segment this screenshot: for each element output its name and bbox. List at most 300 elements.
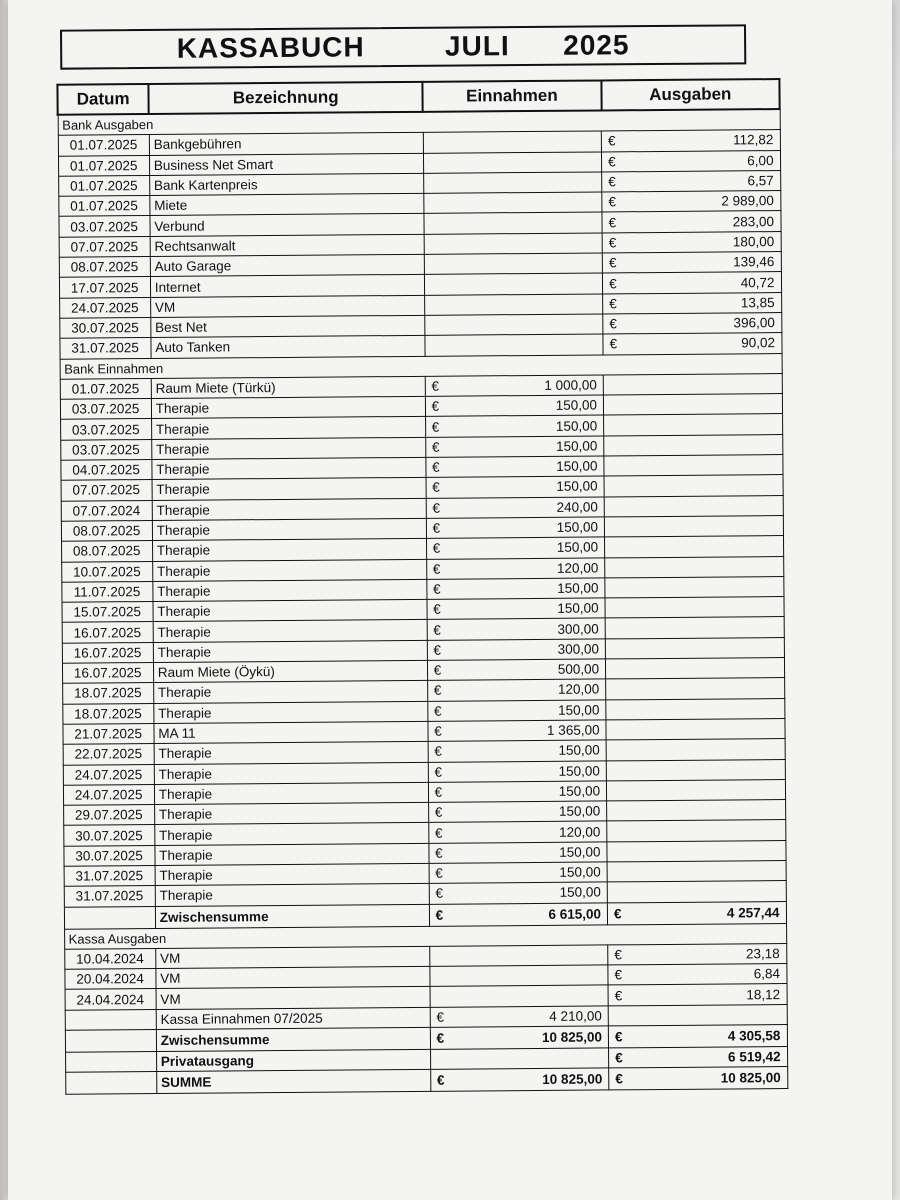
description-cell [156, 1027, 430, 1051]
date-cell [59, 277, 150, 298]
expense-cell [607, 820, 786, 842]
expense-cell [607, 881, 786, 903]
expense-cell [604, 495, 783, 517]
description-cell [154, 701, 428, 723]
description-text: Therapie [159, 847, 213, 863]
date-cell [60, 439, 151, 460]
income-cell [426, 476, 605, 498]
expense-cell [605, 637, 784, 659]
currency-symbol: € [608, 174, 616, 190]
description-cell [151, 376, 425, 398]
description-text: Raum Miete (Öykü) [157, 664, 275, 681]
currency-symbol: € [614, 1029, 623, 1045]
money-value [613, 1070, 783, 1086]
description-cell [150, 275, 424, 297]
money-value [613, 1028, 783, 1044]
currency-symbol: € [434, 784, 443, 800]
income-cell [428, 821, 607, 843]
amount: 150,00 [559, 844, 601, 860]
amount: 120,00 [556, 560, 599, 576]
date-cell [62, 683, 153, 704]
amount: 10 825,00 [541, 1029, 603, 1046]
money-value [432, 723, 602, 739]
description-text: Therapie [156, 522, 211, 539]
description-cell [150, 254, 424, 276]
money-value [607, 315, 777, 331]
date-cell [59, 338, 150, 359]
description-text: Zwischensumme [159, 908, 269, 925]
money-value [431, 580, 601, 596]
income-cell [426, 517, 605, 539]
description-text: Business Net Smart [153, 156, 274, 173]
expense-cell [608, 1004, 787, 1026]
expense-cell [601, 130, 780, 152]
money-value [429, 377, 599, 393]
description-text: VM [160, 991, 181, 1007]
section-label: Bank Einnahmen [64, 360, 164, 377]
expense-cell [605, 576, 784, 598]
date-cell [63, 764, 154, 785]
money-value [433, 865, 603, 881]
currency-symbol: € [608, 194, 617, 210]
description-cell [155, 843, 429, 865]
income-cell [428, 760, 607, 782]
description-text: Therapie [158, 705, 212, 721]
expense-cell [602, 191, 781, 213]
cashbook-table [56, 78, 788, 1095]
description-cell [156, 1049, 430, 1071]
amount: 90,02 [741, 335, 776, 351]
amount: 150,00 [556, 519, 599, 535]
income-cell [430, 1026, 609, 1049]
description-text: Therapie [156, 542, 211, 559]
date-text: 31.07.2025 [75, 888, 144, 905]
currency-symbol: € [435, 907, 444, 923]
description-cell [153, 640, 427, 662]
description-text: Bank Kartenpreis [153, 177, 258, 193]
amount: 40,72 [740, 274, 775, 290]
currency-symbol: € [608, 214, 617, 231]
date-text: 03.07.2025 [72, 441, 140, 458]
expense-cell [602, 252, 781, 274]
money-value [606, 193, 776, 209]
income-cell [427, 618, 606, 640]
expense-cell [602, 170, 781, 192]
expense-cell [605, 536, 784, 558]
expense-cell [605, 556, 784, 578]
date-cell [59, 297, 150, 318]
amount: 150,00 [556, 539, 599, 556]
money-value [613, 987, 783, 1003]
description-cell [155, 946, 429, 968]
currency-symbol: € [609, 336, 618, 352]
money-value [612, 905, 782, 921]
amount: 150,00 [558, 763, 600, 779]
date-text: 01.07.2025 [69, 137, 138, 154]
income-cell [426, 456, 605, 478]
money-value [433, 844, 603, 860]
date-cell [59, 236, 150, 257]
amount: 18,12 [746, 986, 781, 1002]
expense-cell [608, 984, 787, 1006]
date-text: 07.07.2025 [70, 239, 139, 255]
currency-symbol: € [614, 967, 623, 983]
description-text: Therapie [155, 421, 210, 437]
description-cell [154, 762, 428, 784]
date-text: 30.07.2025 [75, 827, 143, 844]
description-text: Verbund [154, 218, 205, 234]
currency-symbol: € [433, 703, 442, 719]
date-cell [64, 969, 155, 990]
income-cell [430, 965, 609, 987]
currency-symbol: € [436, 1030, 445, 1046]
date-text: 10.07.2025 [73, 563, 141, 580]
description-cell [152, 457, 426, 479]
description-cell [153, 620, 427, 642]
amount: 23,18 [745, 946, 780, 962]
description-cell [150, 295, 424, 317]
header-date: Datum [57, 84, 149, 115]
date-text: 03.07.2025 [70, 218, 139, 235]
currency-symbol: € [435, 845, 443, 861]
expense-cell [604, 475, 783, 497]
date-text: 08.07.2025 [72, 523, 141, 539]
money-value [606, 153, 776, 169]
date-cell [61, 581, 152, 602]
description-text: Therapie [158, 786, 213, 802]
income-cell [430, 1068, 609, 1091]
amount: 6 615,00 [548, 906, 602, 922]
date-text: 17.07.2025 [70, 279, 139, 296]
currency-symbol: € [436, 1009, 444, 1025]
amount: 10 825,00 [720, 1070, 781, 1086]
money-value [613, 1049, 783, 1065]
money-value [431, 520, 601, 536]
money-value [607, 335, 777, 351]
description-text: Zwischensumme [160, 1032, 270, 1049]
description-text: Therapie [156, 563, 211, 579]
description-cell [153, 660, 427, 682]
expense-cell [603, 394, 782, 416]
money-value [430, 459, 600, 475]
currency-symbol: € [615, 1071, 623, 1087]
description-cell [155, 823, 429, 845]
currency-symbol: € [434, 744, 442, 760]
money-value [607, 234, 777, 250]
date-cell [64, 906, 155, 929]
date-cell [61, 520, 152, 541]
currency-symbol: € [613, 905, 622, 921]
income-cell [428, 801, 607, 823]
income-cell [427, 700, 606, 722]
amount: 2 989,00 [721, 193, 774, 209]
description-text: VM [154, 299, 176, 315]
document-sheet [8, 0, 892, 1200]
currency-symbol: € [608, 154, 616, 170]
amount: 300,00 [557, 641, 599, 657]
amount: 120,00 [559, 824, 601, 840]
income-cell [424, 233, 603, 255]
income-cell [426, 537, 605, 559]
date-cell [65, 989, 156, 1010]
currency-symbol: € [607, 133, 616, 149]
date-text: 24.07.2025 [74, 766, 143, 783]
money-value [430, 438, 600, 454]
date-text: 22.07.2025 [74, 746, 143, 762]
expense-cell [603, 292, 782, 314]
date-text: 16.07.2025 [73, 665, 142, 681]
description-cell [152, 478, 426, 500]
currency-symbol: € [434, 825, 443, 841]
currency-symbol: € [432, 500, 440, 516]
money-value [607, 295, 777, 311]
currency-symbol: € [432, 581, 441, 597]
date-cell [61, 480, 152, 501]
date-cell [65, 1009, 156, 1030]
amount: 150,00 [555, 418, 598, 434]
description-text: Miete [154, 198, 188, 214]
amount: 1 000,00 [544, 377, 597, 393]
amount: 283,00 [732, 213, 775, 230]
money-value [431, 540, 601, 556]
currency-symbol: € [433, 601, 441, 618]
income-cell [428, 720, 607, 742]
description-text: MA 11 [158, 725, 196, 741]
money-value [432, 682, 602, 698]
section-label: Kassa Ausgaben [68, 930, 167, 947]
money-value [430, 479, 600, 495]
date-cell [63, 825, 154, 846]
date-cell [64, 948, 155, 969]
description-text: Best Net [155, 319, 207, 336]
money-value [607, 275, 777, 291]
currency-symbol: € [433, 622, 441, 638]
date-text: 24.07.2025 [70, 299, 139, 316]
description-text: Therapie [159, 867, 213, 884]
currency-symbol: € [433, 642, 442, 658]
date-cell [59, 317, 150, 338]
amount: 112,82 [733, 132, 774, 148]
currency-symbol: € [609, 275, 617, 291]
amount: 150,00 [556, 458, 598, 475]
currency-symbol: € [436, 1073, 445, 1089]
amount: 150,00 [557, 600, 599, 617]
money-value [432, 702, 602, 718]
money-value [434, 906, 604, 922]
description-cell [149, 133, 423, 155]
expense-cell [606, 658, 785, 680]
expense-cell [606, 718, 785, 740]
date-text: 15.07.2025 [73, 604, 142, 620]
description-text: Therapie [157, 603, 211, 620]
amount: 6,00 [747, 152, 774, 169]
expense-cell [605, 617, 784, 639]
description-text: Therapie [159, 887, 213, 904]
amount: 150,00 [558, 783, 601, 799]
description-text: Therapie [158, 806, 213, 823]
description-cell [154, 721, 428, 743]
description-text: Therapie [156, 482, 210, 498]
date-text: 24.04.2024 [76, 991, 145, 1008]
date-cell [62, 723, 153, 744]
income-cell [429, 903, 608, 926]
currency-symbol: € [615, 1050, 623, 1066]
date-text: 24.07.2025 [74, 787, 143, 803]
description-text: Raum Miete (Türkü) [155, 380, 276, 396]
date-cell [63, 805, 154, 826]
header-income: Einnahmen [423, 80, 602, 111]
date-cell [58, 196, 149, 217]
description-cell [150, 234, 424, 256]
currency-symbol: € [432, 561, 441, 577]
date-cell [59, 257, 150, 278]
currency-symbol: € [431, 439, 440, 455]
amount: 150,00 [558, 803, 601, 820]
currency-symbol: € [609, 296, 617, 312]
date-text: 16.07.2025 [73, 624, 142, 641]
description-cell [156, 987, 430, 1009]
amount: 139,46 [732, 254, 775, 270]
date-cell [60, 378, 151, 399]
description-cell [156, 1070, 430, 1094]
money-value [432, 763, 602, 779]
expense-cell [602, 231, 781, 253]
expense-cell [609, 1067, 788, 1090]
income-cell [423, 131, 602, 153]
description-cell [156, 967, 430, 989]
income-cell [426, 557, 605, 579]
money-value [607, 254, 777, 270]
date-cell [63, 845, 154, 866]
expense-cell [604, 515, 783, 537]
money-value [430, 499, 600, 515]
amount: 500,00 [557, 661, 600, 677]
amount: 180,00 [732, 234, 775, 250]
amount: 150,00 [555, 397, 598, 414]
date-text: 31.07.2025 [71, 340, 139, 357]
income-cell [424, 253, 603, 275]
date-text: 11.07.2025 [73, 584, 141, 600]
date-text: 30.07.2025 [75, 847, 143, 864]
description-cell [152, 539, 426, 561]
date-cell [62, 663, 153, 684]
income-cell [430, 985, 609, 1007]
income-cell [428, 740, 607, 762]
amount: 4 257,44 [726, 904, 780, 921]
money-value [435, 1072, 605, 1088]
currency-symbol: € [614, 947, 622, 963]
income-cell [423, 172, 602, 194]
money-value [432, 662, 602, 678]
date-text: 08.07.2025 [72, 543, 141, 559]
amount: 120,00 [557, 681, 600, 698]
amount: 1 365,00 [546, 722, 600, 738]
description-text: Therapie [158, 745, 212, 762]
amount: 150,00 [559, 884, 601, 901]
income-cell [425, 436, 604, 458]
description-text: Therapie [157, 583, 211, 599]
date-cell [64, 886, 155, 907]
header-description: Bezeichnung [149, 82, 423, 114]
description-text: Therapie [157, 624, 211, 640]
description-text: Therapie [158, 766, 212, 782]
currency-symbol: € [433, 662, 442, 678]
money-value [431, 560, 601, 576]
expense-cell [604, 414, 783, 436]
description-cell [154, 802, 428, 824]
income-cell [424, 212, 603, 234]
currency-symbol: € [608, 255, 617, 271]
amount: 150,00 [557, 580, 599, 596]
currency-symbol: € [432, 541, 441, 557]
date-text: 16.07.2025 [73, 644, 142, 661]
currency-symbol: € [434, 764, 443, 780]
date-text: 18.07.2025 [74, 705, 142, 722]
description-cell [151, 336, 425, 358]
money-value [434, 1008, 604, 1024]
currency-symbol: € [433, 683, 442, 699]
expense-cell [606, 779, 785, 801]
date-text: 03.07.2025 [71, 401, 140, 417]
date-cell [62, 622, 153, 643]
money-value [433, 804, 603, 820]
amount: 10 825,00 [542, 1071, 603, 1088]
money-value [606, 133, 776, 149]
date-text: 21.07.2025 [74, 726, 143, 742]
amount: 6 519,42 [727, 1049, 781, 1065]
description-text: Internet [154, 279, 201, 295]
expense-cell [606, 678, 785, 700]
expense-cell [602, 150, 781, 172]
amount: 4 305,58 [727, 1028, 781, 1044]
date-text: 01.07.2025 [70, 198, 138, 214]
description-cell [154, 782, 428, 804]
amount: 240,00 [556, 499, 598, 515]
date-cell [60, 419, 151, 440]
description-cell [152, 559, 426, 581]
expense-cell [607, 861, 786, 883]
date-cell [58, 155, 149, 176]
date-text: 03.07.2025 [71, 421, 140, 438]
amount: 300,00 [557, 621, 599, 637]
description-cell [151, 417, 425, 439]
expense-cell [605, 597, 784, 619]
description-cell [151, 397, 425, 419]
description-text: Bankgebühren [153, 136, 242, 153]
cashbook [22, 24, 820, 1096]
income-cell [427, 659, 606, 681]
expense-cell [608, 964, 787, 986]
money-value [431, 621, 601, 637]
description-text: Therapie [156, 441, 210, 457]
date-text: 29.07.2025 [74, 807, 143, 823]
description-text: Therapie [157, 684, 212, 701]
date-text: 30.07.2025 [71, 320, 139, 336]
expense-cell [607, 901, 786, 924]
description-text: VM [160, 950, 181, 966]
date-cell [65, 1072, 156, 1095]
description-cell [151, 315, 425, 337]
currency-symbol: € [431, 399, 440, 415]
description-text: Therapie [159, 827, 213, 843]
description-cell [153, 599, 427, 621]
currency-symbol: € [614, 987, 623, 1003]
date-text: 01.07.2025 [69, 157, 138, 174]
expense-cell [606, 739, 785, 761]
date-cell [62, 642, 153, 663]
money-value [433, 824, 603, 840]
description-text: Privatausgang [160, 1053, 254, 1070]
